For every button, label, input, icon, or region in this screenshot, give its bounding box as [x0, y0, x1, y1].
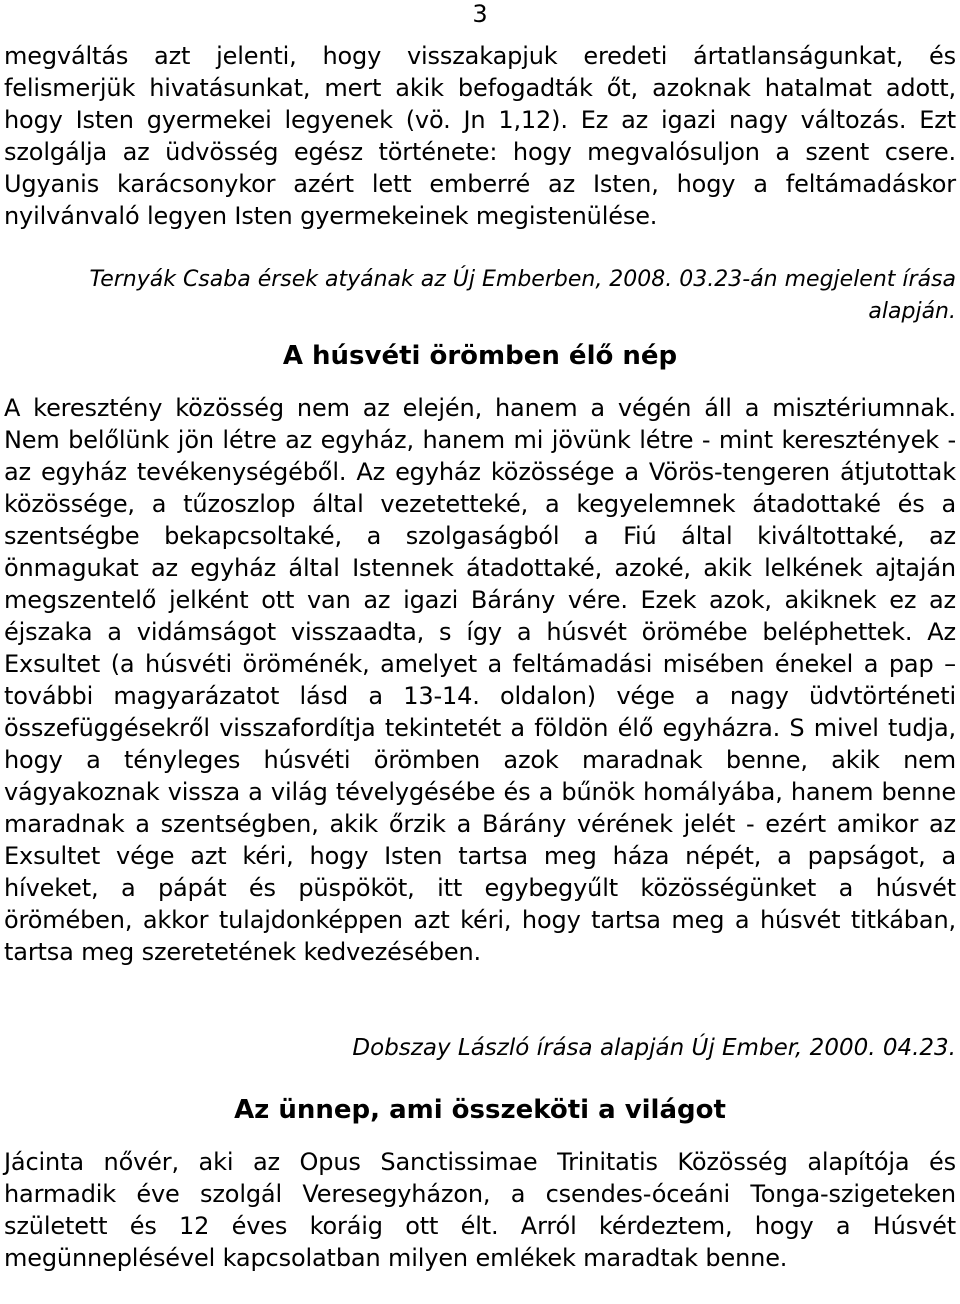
- source-citation-1: Ternyák Csaba érsek atyának az Új Emberben, 2008. 03.23-án megjelent írása alapján.: [89, 267, 956, 324]
- paragraph-easter-community: A keresztény közösség nem az elején, hanem a végén áll a misztériumnak. Nem belőlünk jön létre az egyház, hanem mi jövünk létre - mint keresztények - az egyház tevékenységéből. Az egyház közössége a Vörös-tengeren átjutottak közössége, a tűzoszlop által vezetetteké, a kegyelemnek átadottaké és a szentségbe bekapcsoltaké, a szolgaságból a Fiú által kiváltottaké, az önmagukat az egyház által Istennek átadottaké, azoké, akik lelkének ajtaján megszentelő jelként ott van az igazi Bárány vére. Ezek azok, akiknek ez az éjszaka a vidámságot visszaadta, s így a húsvét örömébe beléphettek. Az Exsultet (a húsvéti öröménék, amelyet a feltámadási misében énekel a pap – további magyarázatot lásd a 13-14. oldalon) vége a nagy üdvtörténeti összefüggésekről visszafordítja tekintetét a földön élő egyházra. S mivel tudja, hogy a tényleges húsvéti örömben azok maradnak benne, akik nem vágyakoznak vissza a világ tévelygésébe és a bűnök homályába, hanem benne maradnak a szentségben, akik őrzik a Bárány vérének jelét - ezért amikor az Exsultet vége azt kéri, hogy Isten tartsa meg háza népét, a papságot, a híveket, a pápát és püspököt, itt egybegyűlt közösségünket a húsvét örömében, akkor tulajdonképpen azt kéri, hogy tartsa meg a húsvét titkában, tartsa meg szeretetének kedvezésében.: [4, 394, 956, 966]
- page-number: 3: [472, 0, 488, 28]
- paragraph-jacinta: Jácinta nővér, aki az Opus Sanctissimae Trinitatis Közösség alapítója és harmadik éve szolgál Veresegyházon, a csendes-óceáni Tonga-szigeteken született és 12 éves koráig ott élt. Arról kérdeztem, hogy a Húsvét megünneplésével kapcsolatban milyen emlékek maradtak benne.: [4, 1148, 956, 1272]
- source-citation-2: Dobszay László írása alapján Új Ember, 2000. 04.23.: [352, 1035, 956, 1061]
- section-heading-1: A húsvéti örömben élő nép: [282, 341, 678, 371]
- paragraph-intro: megváltás azt jelenti, hogy visszakapjuk eredeti ártatlanságunkat, és felismerjük hivatásunkat, mert akik befogadták őt, azoknak hatalmat adott, hogy Isten gyermekei legyenek (vö. Jn 1,12). Ez az igazi nagy változás. Ezt szolgálja az üdvösség egész története: hogy megvalósuljon a szent csere. Ugyanis karácsonykor azért lett emberré az Isten, hogy a feltámadáskor nyilvánvaló legyen Isten gyermekeinek megistenülése.: [4, 42, 956, 230]
- section-heading-2: Az ünnep, ami összeköti a világot: [234, 1095, 726, 1125]
